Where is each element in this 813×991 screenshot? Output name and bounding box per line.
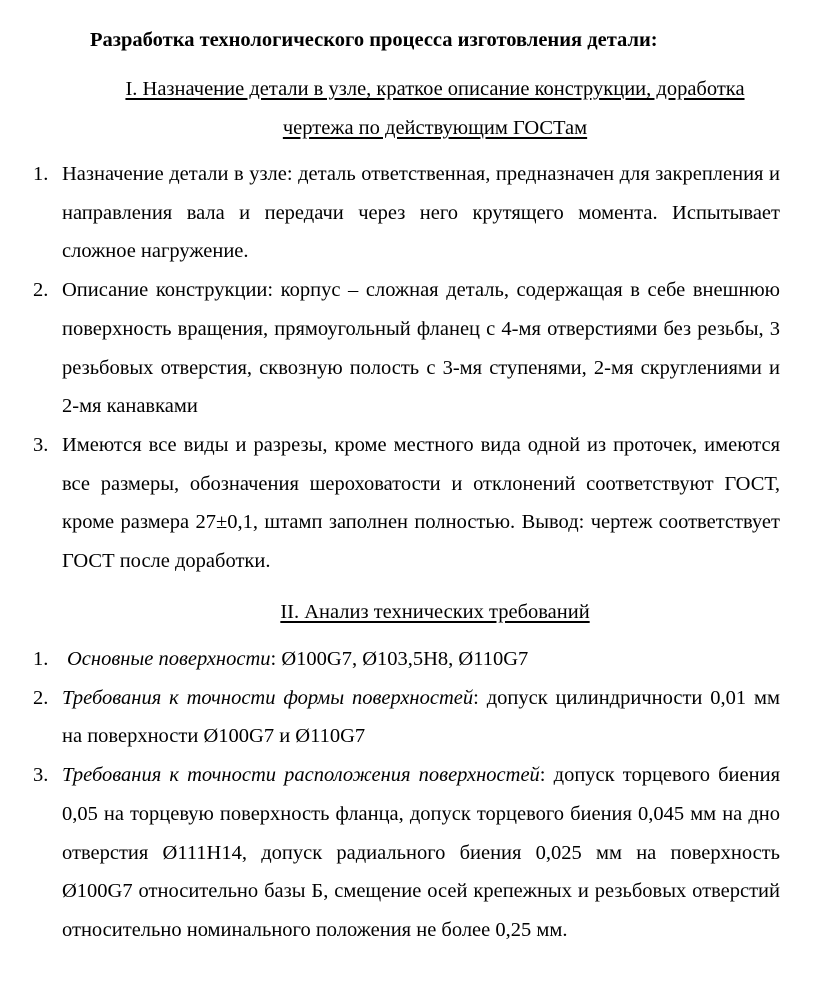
list-item-number: 2. bbox=[33, 279, 49, 302]
section-1-heading-line-1: I. Назначение детали в узле, краткое описание конструкции, доработка bbox=[125, 78, 745, 100]
list-item-number: 2. bbox=[33, 686, 49, 709]
list-item-number: 3. bbox=[33, 433, 49, 456]
list-item-number: 1. bbox=[33, 648, 49, 670]
list-item-text bbox=[62, 679, 780, 756]
list-item-label: Требования к точности расположения поверхностей bbox=[62, 764, 540, 787]
list-item-text bbox=[62, 756, 780, 950]
list-item bbox=[0, 426, 813, 581]
list-item-value: : допуск цилиндричности 0,01 мм на поверхности Ø100G7 и Ø110G7 bbox=[62, 686, 780, 748]
list-item-text: Имеются все виды и разрезы, кроме местного вида одной из проточек, имеются все размеры, обозначения шероховатости и отклонений соответствуют ГОСТ, кроме размера 27±0,1, штамп заполнен полностью. Вывод: чертеж соответствует ГОСТ после доработки. bbox=[62, 433, 780, 573]
list-item-value: : допуск торцевого биения 0,05 на торцевую поверхность фланца, допуск торцевого биения 0,045 мм на дно отверстия Ø111H14, допуск радиального биения 0,025 мм на поверхность Ø100G7 относительно базы Б, смещение осей крепежных и резьбовых отверстий относительно номинального положения не более 0,25 мм. bbox=[62, 764, 780, 941]
section-2-list bbox=[0, 640, 813, 950]
section-2-heading: II. Анализ технических требований bbox=[280, 601, 590, 623]
section-1-list bbox=[0, 155, 813, 581]
list-item-label: Основные поверхности bbox=[67, 648, 271, 670]
list-item-text bbox=[62, 640, 785, 679]
list-item bbox=[0, 756, 813, 950]
list-item bbox=[0, 271, 813, 426]
list-item-text: Описание конструкции: корпус – сложная деталь, содержащая в себе внешнюю поверхность вращения, прямоугольный фланец с 4-мя отверстиями без резьбы, 3 резьбовых отверстия, сквозную полость с 3-мя ступенями, 2-мя скруглениями и 2-мя канавками bbox=[62, 279, 780, 418]
list-item bbox=[0, 640, 813, 679]
list-item-label: Требования к точности формы поверхностей bbox=[62, 686, 474, 709]
list-item-text: Назначение детали в узле: деталь ответственная, предназначен для закрепления и направления вала и передачи через него крутящего момента. Испытывает сложное нагружение. bbox=[62, 163, 780, 263]
list-item-number: 1. bbox=[33, 163, 49, 185]
list-item-value: : Ø100G7, Ø103,5H8, Ø110G7 bbox=[270, 648, 529, 670]
list-item bbox=[0, 679, 813, 756]
list-item bbox=[0, 155, 813, 271]
document-title: Разработка технологического процесса изготовления детали: bbox=[90, 29, 658, 51]
list-item-number: 3. bbox=[33, 764, 49, 787]
section-1-heading-line-2: чертежа по действующим ГОСТам bbox=[282, 117, 588, 139]
